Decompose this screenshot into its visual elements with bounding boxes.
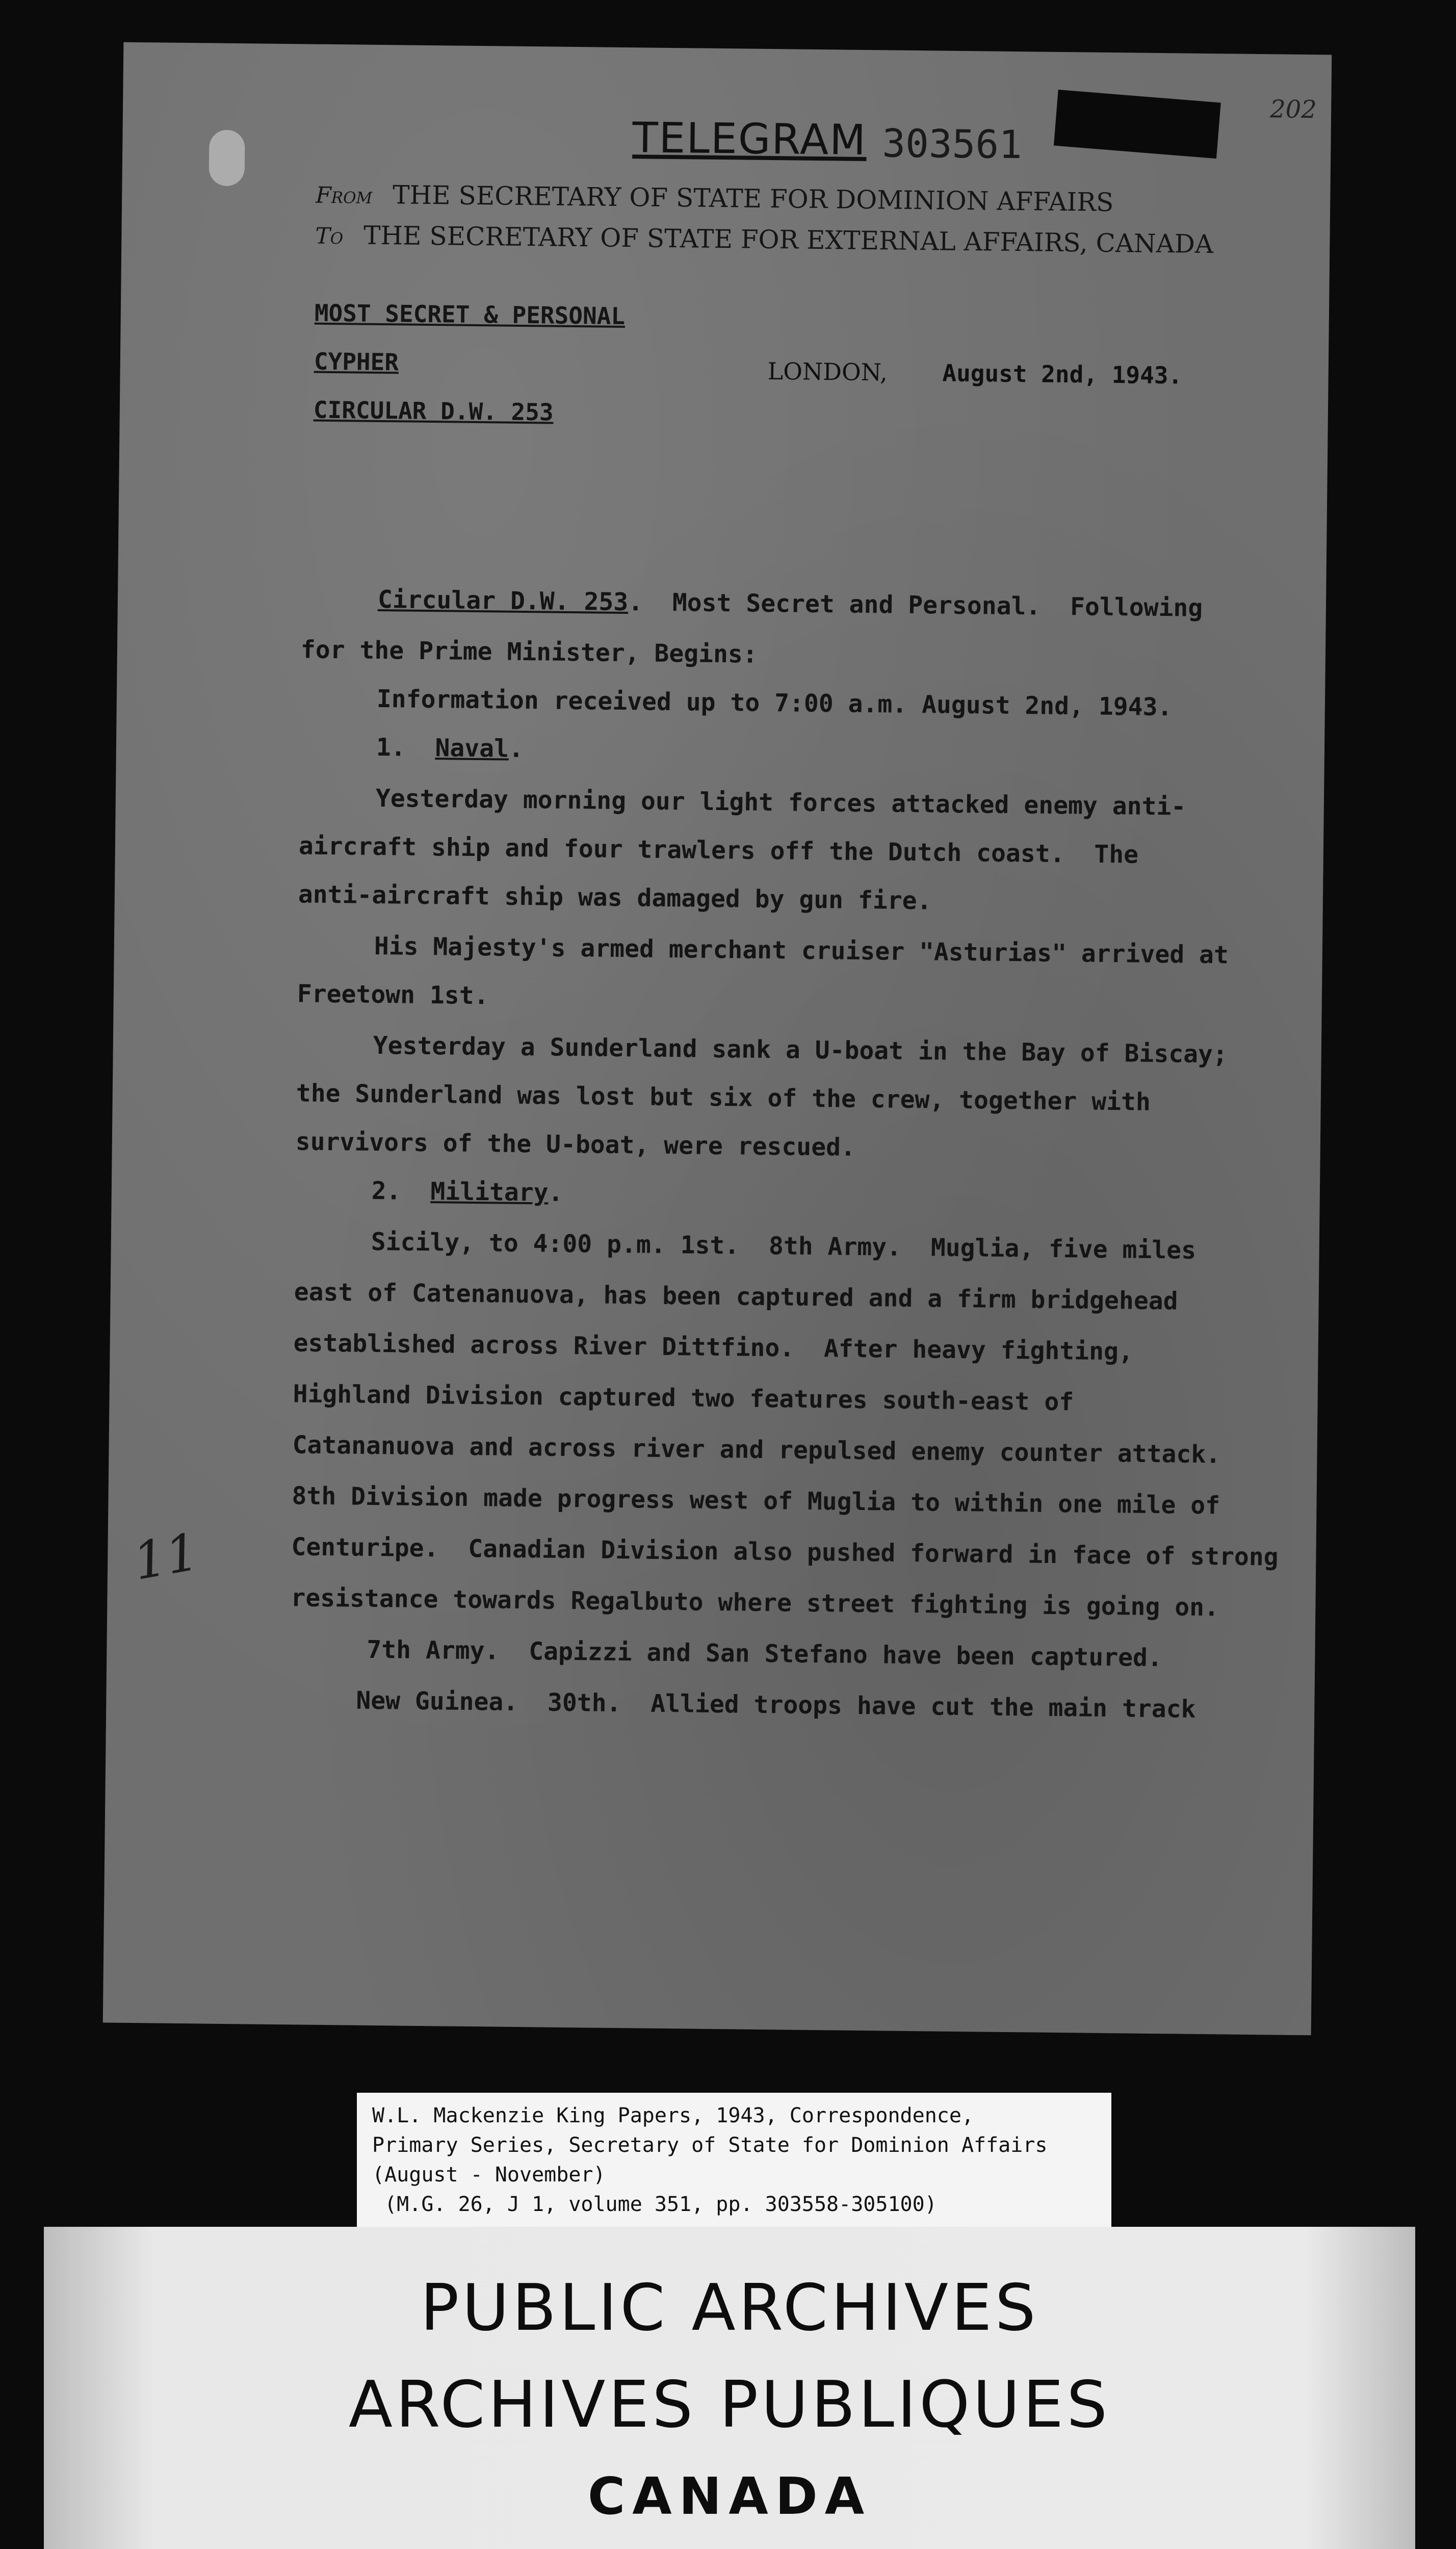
body-line: anti-aircraft ship was damaged by gun fire. bbox=[298, 880, 932, 916]
slip-line: Primary Series, Secretary of State for Dominion Affairs bbox=[372, 2134, 1048, 2157]
redaction-bar bbox=[1054, 90, 1221, 159]
body-line: Freetown 1st. bbox=[297, 979, 489, 1010]
punch-hole bbox=[209, 129, 245, 186]
from-label: From bbox=[316, 182, 373, 209]
body-line: resistance towards Regalbuto where street fighting is going on. bbox=[291, 1583, 1219, 1622]
telegram-title: TELEGRAM bbox=[632, 114, 867, 165]
slip-line: W.L. Mackenzie King Papers, 1943, Correspondence, bbox=[372, 2104, 974, 2127]
body-line: survivors of the U-boat, were rescued. bbox=[295, 1127, 856, 1162]
body-line: Sicily, to 4:00 p.m. 1st. 8th Army. Muglia, five miles bbox=[371, 1227, 1197, 1265]
body-line: east of Catenanuova, has been captured and a firm bridgehead bbox=[294, 1278, 1178, 1316]
telegram-body bbox=[291, 584, 1311, 1724]
to-text: THE SECRETARY OF STATE FOR EXTERNAL AFFAIRS, CANADA bbox=[363, 220, 1214, 259]
to-line bbox=[315, 220, 1213, 259]
place: LONDON, bbox=[767, 357, 888, 386]
body-line: His Majesty's armed merchant cruiser "Asturias" arrived at bbox=[374, 931, 1229, 970]
body-line: aircraft ship and four trawlers off the Dutch coast. The bbox=[298, 831, 1139, 869]
telegram-number: 303561 bbox=[881, 120, 1023, 168]
body-line: Information received up to 7:00 a.m. August 2nd, 1943. bbox=[376, 684, 1173, 722]
body-line: Centuripe. Canadian Division also pushed forward in face of strong bbox=[291, 1532, 1279, 1572]
to-label: To bbox=[315, 223, 344, 250]
body-line: Catananuova and across river and repulsed enemy counter attack. bbox=[292, 1430, 1221, 1469]
transmission-mode: CYPHER bbox=[314, 347, 399, 376]
margin-handwritten-mark: 11 bbox=[128, 1521, 203, 1592]
section-heading: 1. Naval. bbox=[376, 733, 524, 763]
public-archives-banner bbox=[44, 2227, 1415, 2549]
place-date bbox=[767, 357, 1182, 389]
body-line: New Guinea. 30th. Allied troops have cut the main track bbox=[356, 1686, 1196, 1724]
body-line: the Sunderland was lost but six of the crew, together with bbox=[296, 1079, 1151, 1116]
page-number-handwritten: 202 bbox=[1269, 95, 1317, 124]
section-heading: 2. Military. bbox=[371, 1176, 563, 1207]
body-line: Yesterday morning our light forces attacked enemy anti- bbox=[375, 784, 1186, 821]
date: August 2nd, 1943. bbox=[942, 359, 1183, 389]
from-line bbox=[316, 179, 1114, 217]
body-line: Highland Division captured two features south-east of bbox=[293, 1380, 1074, 1417]
slip-line: (August - November) bbox=[372, 2163, 606, 2187]
body-line: Circular D.W. 253. Most Secret and Personal. Following bbox=[377, 585, 1203, 622]
body-line: Yesterday a Sunderland sank a U-boat in the Bay of Biscay; bbox=[373, 1031, 1228, 1069]
banner-line-english: PUBLIC ARCHIVES bbox=[420, 2270, 1039, 2345]
body-line: established across River Dittfino. After heavy fighting, bbox=[293, 1329, 1134, 1366]
body-line: for the Prime Minister, Begins: bbox=[300, 635, 758, 669]
classification: MOST SECRET & PERSONAL bbox=[314, 299, 626, 330]
body-line: 8th Division made progress west of Muglia to within one mile of bbox=[292, 1481, 1220, 1520]
from-text: THE SECRETARY OF STATE FOR DOMINION AFFAIRS bbox=[392, 180, 1114, 218]
telegram-document bbox=[103, 42, 1332, 2036]
slip-line: (M.G. 26, J 1, volume 351, pp. 303558-305100) bbox=[372, 2193, 937, 2216]
banner-line-french: ARCHIVES PUBLIQUES bbox=[348, 2367, 1111, 2442]
archive-reference-slip bbox=[357, 2093, 1111, 2230]
body-line: 7th Army. Capizzi and San Stefano have been captured. bbox=[367, 1635, 1163, 1673]
circular-number: CIRCULAR D.W. 253 bbox=[313, 396, 554, 426]
banner-line-country: CANADA bbox=[587, 2466, 872, 2526]
